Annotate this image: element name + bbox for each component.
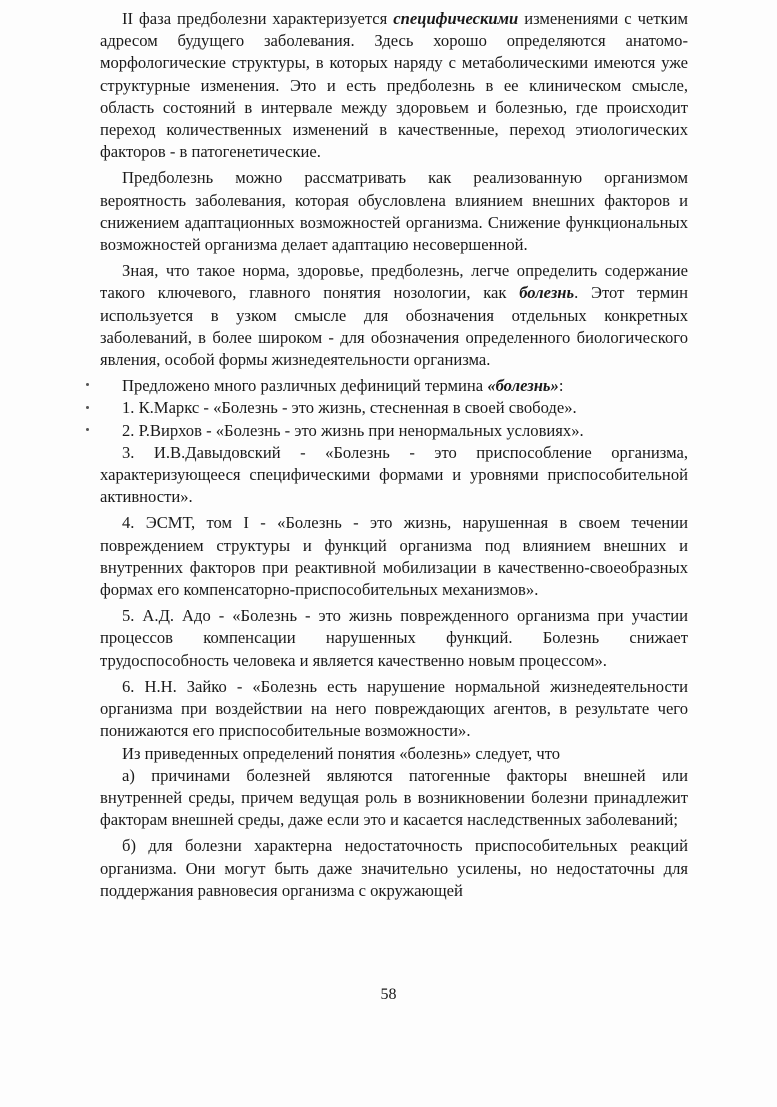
text-run: . Этот термин используется в узком смысле для обозначения отдельных конкретных заболеваний, в более широком - для обозначения определенного биологического явления, особой формы жизнедеятельности организма. <box>100 283 688 370</box>
paragraph <box>100 420 688 442</box>
paragraph <box>100 765 688 832</box>
text-run: 4. ЭСМТ, том I - «Болезнь - это жизнь, нарушенная в своем течении повреждением структуры и функций организма под влиянием внешних и внутренних факторов при реактивной мобилизации в качественно-своеобразных формах его компенсаторно-приспособительных механизмов». <box>100 513 688 600</box>
text-run: 5. А.Д. Адо - «Болезнь - это жизнь поврежденного организма при участии процессов компенсации нарушенных функций. Болезнь снижает трудоспособность человека и является качественно новым процессом». <box>100 606 688 670</box>
paragraph <box>100 260 688 371</box>
text-run: II фаза предболезни характеризуется <box>122 9 394 28</box>
text-run: Предболезнь можно рассматривать как реализованную организмом вероятность заболевания, которая обусловлена влиянием внешних факторов и снижением адаптационных возможностей организма. Снижение функциональных возможностей организма делает адаптацию несовершенной. <box>100 168 688 255</box>
text-run: : <box>558 376 564 396</box>
text-run: изменениями с четким адресом будущего заболевания. Здесь хорошо определяются анатомо-морфологические структуры, в которых наряду с метаболическими имеются уже структурные изменения. Это и есть предболезнь в ее клиническом смысле, область состояний в интервале между здоровьем и болезнью, где происходит переход количественных изменений в качественные, переход этиологических факторов - в патогенетические. <box>100 9 688 162</box>
text-run: Зная, что такое норма, здоровье, предболезнь, легче определить содержание такого ключевого, главного понятия нозологии, как <box>100 261 688 303</box>
text-run: Предложено много различных дефиниций термина <box>122 376 488 396</box>
margin-dot <box>86 406 89 409</box>
paragraph <box>100 442 688 509</box>
text-run: 1. К.Маркс - «Болезнь - это жизнь, стесненная в своей свободе». <box>122 398 577 418</box>
text-run: а) причинами болезней являются патогенные факторы внешней или внутренней среды, причем ведущая роль в возникновении болезни принадлежит факторам внешней среды, даже если это и касается наследственных заболеваний; <box>100 765 688 830</box>
emphasized-text: специфическими <box>393 9 519 28</box>
text-run: 6. Н.Н. Зайко - «Болезнь есть нарушение нормальной жизнедеятельности организма при воздействии на него повреждающих агентов, в результате чего понижаются его приспособительные возможности». <box>100 676 688 741</box>
paragraph <box>100 835 688 902</box>
paragraph <box>100 743 688 765</box>
paragraph <box>100 605 688 672</box>
paragraph <box>100 375 688 397</box>
text-run: Из приведенных определений понятия «болезнь» следует, что <box>122 743 561 763</box>
paragraph <box>100 676 688 743</box>
margin-dot <box>86 383 89 386</box>
body-text <box>100 8 688 906</box>
emphasized-text: болезнь <box>519 283 575 303</box>
paragraph <box>100 397 688 419</box>
page-number: 58 <box>380 986 397 1003</box>
text-run: 2. Р.Вирхов - «Болезнь - это жизнь при ненормальных условиях». <box>122 420 584 440</box>
text-run: 3. И.В.Давыдовский - «Болезнь - это приспособление организма, характеризующееся специфическими формами и уровнями приспособительной активности». <box>100 442 688 507</box>
paragraph <box>100 8 688 163</box>
margin-dot <box>86 428 89 431</box>
paragraph <box>100 512 688 601</box>
emphasized-text: «болезнь» <box>487 376 559 396</box>
paragraph <box>100 167 688 256</box>
text-run: б) для болезни характерна недостаточность приспособительных реакций организма. Они могут быть даже значительно усилены, но недостаточны для поддержания равновесия организма с окружающей <box>100 836 688 900</box>
